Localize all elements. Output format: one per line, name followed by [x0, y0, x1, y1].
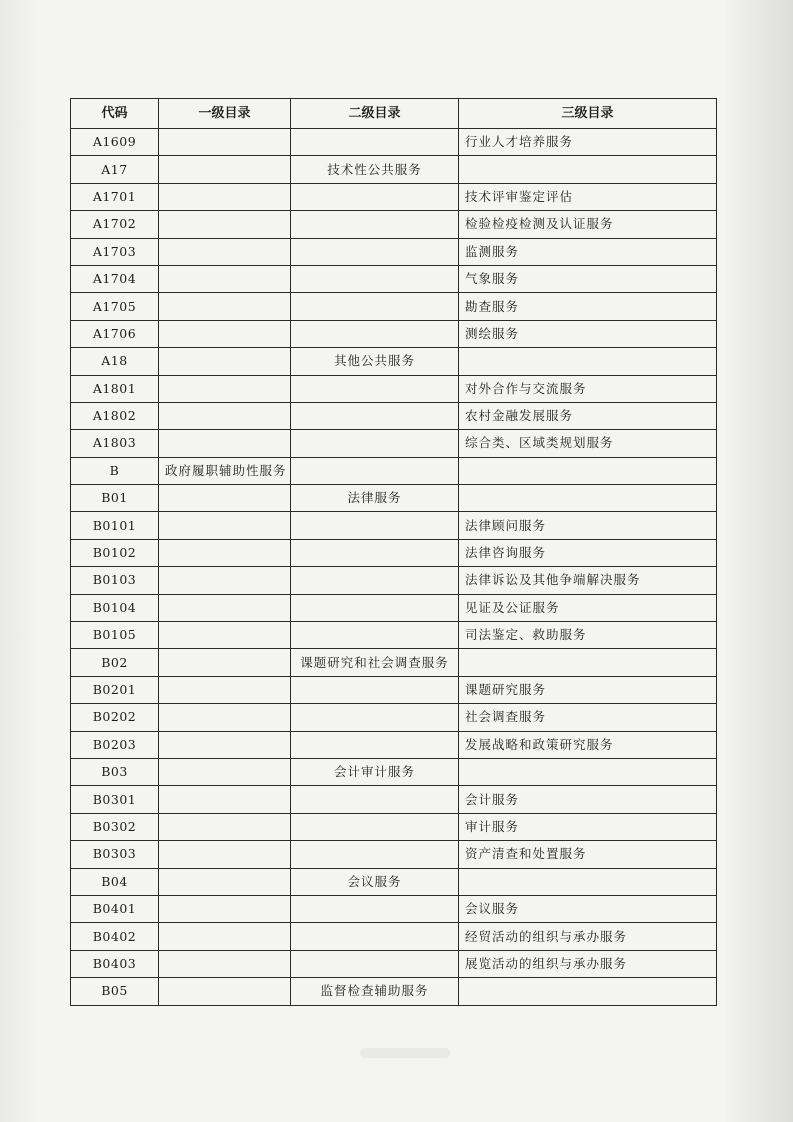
cell-level2 [291, 183, 459, 210]
cell-level1 [159, 786, 291, 813]
cell-code: B0202 [71, 704, 159, 731]
cell-level1 [159, 758, 291, 785]
cell-code: B0302 [71, 813, 159, 840]
cell-level1 [159, 156, 291, 183]
scan-smudge [360, 1048, 450, 1058]
cell-level1 [159, 704, 291, 731]
cell-level2 [291, 622, 459, 649]
cell-level3: 经贸活动的组织与承办服务 [459, 923, 717, 950]
table-row [71, 758, 717, 785]
cell-level3: 监测服务 [459, 238, 717, 265]
cell-level1 [159, 813, 291, 840]
cell-level1 [159, 978, 291, 1005]
table-row [71, 320, 717, 347]
cell-level3: 勘查服务 [459, 293, 717, 320]
table-row [71, 567, 717, 594]
cell-level3 [459, 457, 717, 484]
cell-level3: 综合类、区域类规划服务 [459, 430, 717, 457]
table-row [71, 786, 717, 813]
cell-code: B0104 [71, 594, 159, 621]
header-code: 代码 [71, 99, 159, 129]
cell-level3 [459, 348, 717, 375]
cell-level2 [291, 567, 459, 594]
table-row [71, 868, 717, 895]
cell-level3: 对外合作与交流服务 [459, 375, 717, 402]
table-row [71, 485, 717, 512]
cell-level1 [159, 622, 291, 649]
table-row [71, 594, 717, 621]
cell-level1 [159, 485, 291, 512]
table-row [71, 183, 717, 210]
cell-level1 [159, 320, 291, 347]
cell-level2 [291, 786, 459, 813]
cell-code: B03 [71, 758, 159, 785]
cell-code: A17 [71, 156, 159, 183]
cell-level2: 其他公共服务 [291, 348, 459, 375]
table-row [71, 895, 717, 922]
table-row [71, 293, 717, 320]
table-row [71, 512, 717, 539]
table-body [71, 129, 717, 1006]
cell-level3: 法律顾问服务 [459, 512, 717, 539]
cell-level3: 测绘服务 [459, 320, 717, 347]
cell-level1 [159, 293, 291, 320]
table-row [71, 402, 717, 429]
cell-code: A1706 [71, 320, 159, 347]
cell-level3: 行业人才培养服务 [459, 129, 717, 156]
cell-level3: 展览活动的组织与承办服务 [459, 950, 717, 977]
cell-level3 [459, 649, 717, 676]
table-row [71, 156, 717, 183]
table-row [71, 676, 717, 703]
cell-code: A1701 [71, 183, 159, 210]
cell-code: B [71, 457, 159, 484]
page-shadow-left [0, 0, 40, 1122]
table-row [71, 430, 717, 457]
cell-level1 [159, 895, 291, 922]
cell-level3: 资产清查和处置服务 [459, 841, 717, 868]
cell-code: A1802 [71, 402, 159, 429]
cell-level3 [459, 758, 717, 785]
cell-code: B0301 [71, 786, 159, 813]
cell-level2 [291, 402, 459, 429]
cell-level2 [291, 841, 459, 868]
cell-code: B01 [71, 485, 159, 512]
cell-level3: 会议服务 [459, 895, 717, 922]
cell-level2 [291, 895, 459, 922]
cell-level3: 检验检疫检测及认证服务 [459, 211, 717, 238]
cell-level3: 课题研究服务 [459, 676, 717, 703]
table-row [71, 265, 717, 292]
cell-level2 [291, 129, 459, 156]
table-row [71, 457, 717, 484]
header-level2: 二级目录 [291, 99, 459, 129]
cell-level1 [159, 567, 291, 594]
cell-level1 [159, 129, 291, 156]
cell-code: B0402 [71, 923, 159, 950]
cell-level3: 法律咨询服务 [459, 539, 717, 566]
cell-code: A1704 [71, 265, 159, 292]
cell-level2 [291, 923, 459, 950]
cell-level2: 课题研究和社会调查服务 [291, 649, 459, 676]
table-row [71, 238, 717, 265]
cell-level1 [159, 402, 291, 429]
cell-level2: 法律服务 [291, 485, 459, 512]
cell-level2 [291, 430, 459, 457]
cell-level2 [291, 813, 459, 840]
cell-level1 [159, 731, 291, 758]
cell-level1 [159, 676, 291, 703]
cell-code: A1803 [71, 430, 159, 457]
cell-code: B0105 [71, 622, 159, 649]
cell-code: B02 [71, 649, 159, 676]
cell-code: B04 [71, 868, 159, 895]
cell-code: B0102 [71, 539, 159, 566]
header-level1: 一级目录 [159, 99, 291, 129]
table-row [71, 375, 717, 402]
cell-level2 [291, 265, 459, 292]
cell-code: A18 [71, 348, 159, 375]
table-row [71, 539, 717, 566]
cell-level3: 技术评审鉴定评估 [459, 183, 717, 210]
table-row [71, 211, 717, 238]
cell-level2 [291, 211, 459, 238]
cell-level2 [291, 731, 459, 758]
cell-level3: 农村金融发展服务 [459, 402, 717, 429]
cell-level1 [159, 375, 291, 402]
cell-level1 [159, 265, 291, 292]
cell-level2 [291, 676, 459, 703]
service-catalog-table [70, 98, 717, 1006]
cell-code: B0403 [71, 950, 159, 977]
cell-code: B0401 [71, 895, 159, 922]
cell-code: B0201 [71, 676, 159, 703]
cell-code: A1705 [71, 293, 159, 320]
cell-level2 [291, 457, 459, 484]
cell-level3 [459, 978, 717, 1005]
cell-level3: 审计服务 [459, 813, 717, 840]
cell-level3 [459, 485, 717, 512]
cell-level1 [159, 183, 291, 210]
cell-level2: 会议服务 [291, 868, 459, 895]
cell-level1 [159, 430, 291, 457]
cell-code: B0203 [71, 731, 159, 758]
cell-level1 [159, 841, 291, 868]
cell-level2 [291, 238, 459, 265]
cell-code: A1703 [71, 238, 159, 265]
cell-level1 [159, 211, 291, 238]
table-row [71, 731, 717, 758]
table-row [71, 704, 717, 731]
cell-level1: 政府履职辅助性服务 [159, 457, 291, 484]
cell-level3: 司法鉴定、救助服务 [459, 622, 717, 649]
cell-level1 [159, 950, 291, 977]
cell-level2 [291, 704, 459, 731]
cell-code: B0101 [71, 512, 159, 539]
cell-level2 [291, 320, 459, 347]
table-row [71, 923, 717, 950]
cell-code: B05 [71, 978, 159, 1005]
cell-level1 [159, 348, 291, 375]
cell-level1 [159, 512, 291, 539]
cell-level3: 见证及公证服务 [459, 594, 717, 621]
cell-level2 [291, 594, 459, 621]
cell-level3 [459, 156, 717, 183]
cell-code: A1801 [71, 375, 159, 402]
cell-code: B0303 [71, 841, 159, 868]
cell-level1 [159, 238, 291, 265]
table-row [71, 813, 717, 840]
cell-level2 [291, 512, 459, 539]
cell-level3 [459, 868, 717, 895]
cell-level2 [291, 375, 459, 402]
header-level3: 三级目录 [459, 99, 717, 129]
cell-level3: 会计服务 [459, 786, 717, 813]
cell-level3: 发展战略和政策研究服务 [459, 731, 717, 758]
cell-level2: 技术性公共服务 [291, 156, 459, 183]
cell-level2 [291, 950, 459, 977]
cell-level3: 社会调查服务 [459, 704, 717, 731]
cell-code: A1609 [71, 129, 159, 156]
cell-level2: 会计审计服务 [291, 758, 459, 785]
cell-level1 [159, 649, 291, 676]
cell-code: B0103 [71, 567, 159, 594]
cell-level2 [291, 293, 459, 320]
cell-level1 [159, 539, 291, 566]
table-row [71, 978, 717, 1005]
cell-level1 [159, 594, 291, 621]
cell-level1 [159, 868, 291, 895]
table-row [71, 841, 717, 868]
table-row [71, 950, 717, 977]
page-shadow-right [723, 0, 793, 1122]
cell-level2 [291, 539, 459, 566]
table-row [71, 348, 717, 375]
cell-level3: 气象服务 [459, 265, 717, 292]
cell-level3: 法律诉讼及其他争端解决服务 [459, 567, 717, 594]
cell-level2: 监督检查辅助服务 [291, 978, 459, 1005]
cell-level1 [159, 923, 291, 950]
table-row [71, 129, 717, 156]
table-header-row [71, 99, 717, 129]
cell-code: A1702 [71, 211, 159, 238]
table-row [71, 622, 717, 649]
table-row [71, 649, 717, 676]
